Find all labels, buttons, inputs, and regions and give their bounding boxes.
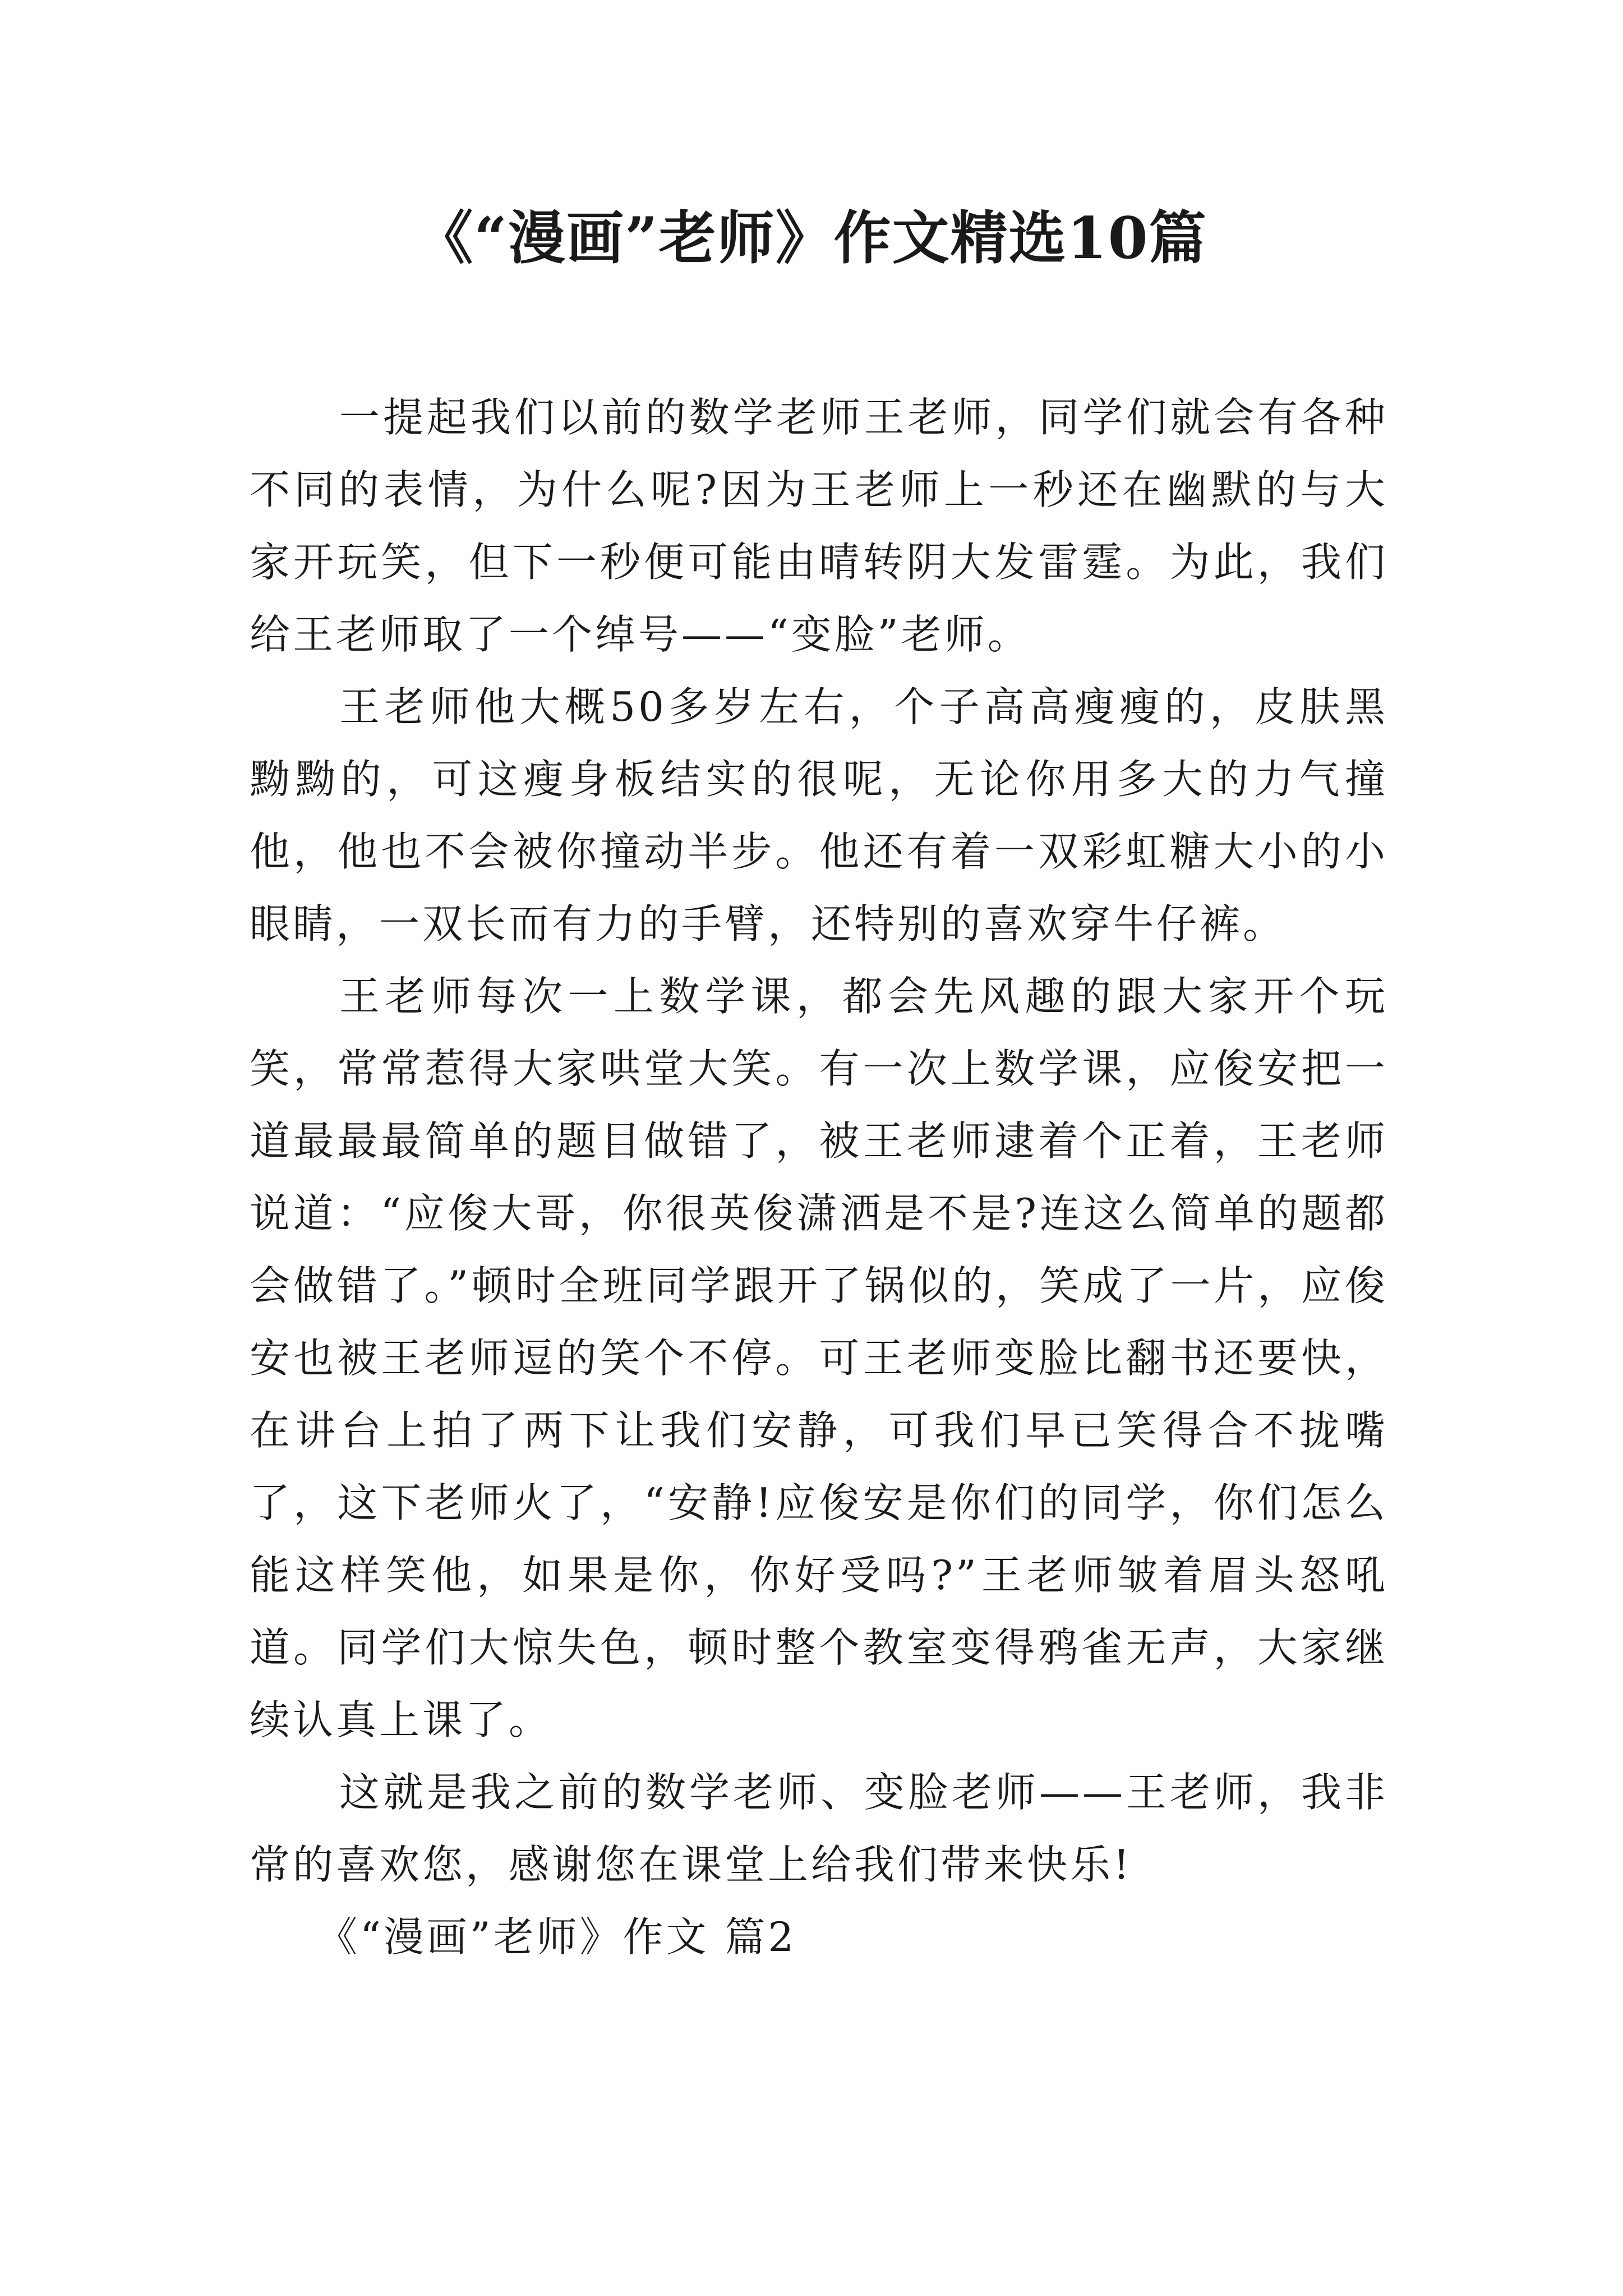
paragraph-3: 王老师每次一上数学课，都会先风趣的跟大家开个玩笑，常常惹得大家哄堂大笑。有一次上数学课，应俊安把一道最最最简单的题目做错了，被王老师逮着个正着，王老师说道：“应俊大哥，你很英俊潇洒是不是?连这么简单的题都会做错了。”顿时全班同学跟开了锅似的，笑成了一片，应俊安也被王老师逗的笑个不停。可王老师变脸比翻书还要快，在讲台上拍了两下让我们安静，可我们早已笑得合不拢嘴了，这下老师火了，“安静!应俊安是你们的同学，你们怎么能这样笑他，如果是你，你好受吗?”王老师皱着眉头怒吼道。同学们大惊失色，顿时整个教室变得鸦雀无声，大家继续认真上课了。 <box>250 973 1388 1743</box>
document-title: 《“漫画”老师》作文精选10篇 <box>416 205 1207 272</box>
paragraph-1: 一提起我们以前的数学老师王老师，同学们就会有各种不同的表情，为什么呢?因为王老师上一秒还在幽默的与大家开玩笑，但下一秒便可能由晴转阴大发雷霆。为此，我们给王老师取了一个绰号——“变脸”老师。 <box>250 394 1388 658</box>
paragraph-2: 王老师他大概50多岁左右，个子高高瘦瘦的，皮肤黑黝黝的，可这瘦身板结实的很呢，无论你用多大的力气撞他，他也不会被你撞动半步。他还有着一双彩虹糖大小的小眼睛，一双长而有力的手臂，还特别的喜欢穿牛仔裤。 <box>250 683 1388 947</box>
section-heading-2: 《“漫画”老师》作文 篇2 <box>317 1913 797 1961</box>
document-body <box>250 381 1388 1973</box>
paragraph-4: 这就是我之前的数学老师、变脸老师——王老师，我非常的喜欢您，感谢您在课堂上给我们带来快乐! <box>250 1769 1388 1888</box>
